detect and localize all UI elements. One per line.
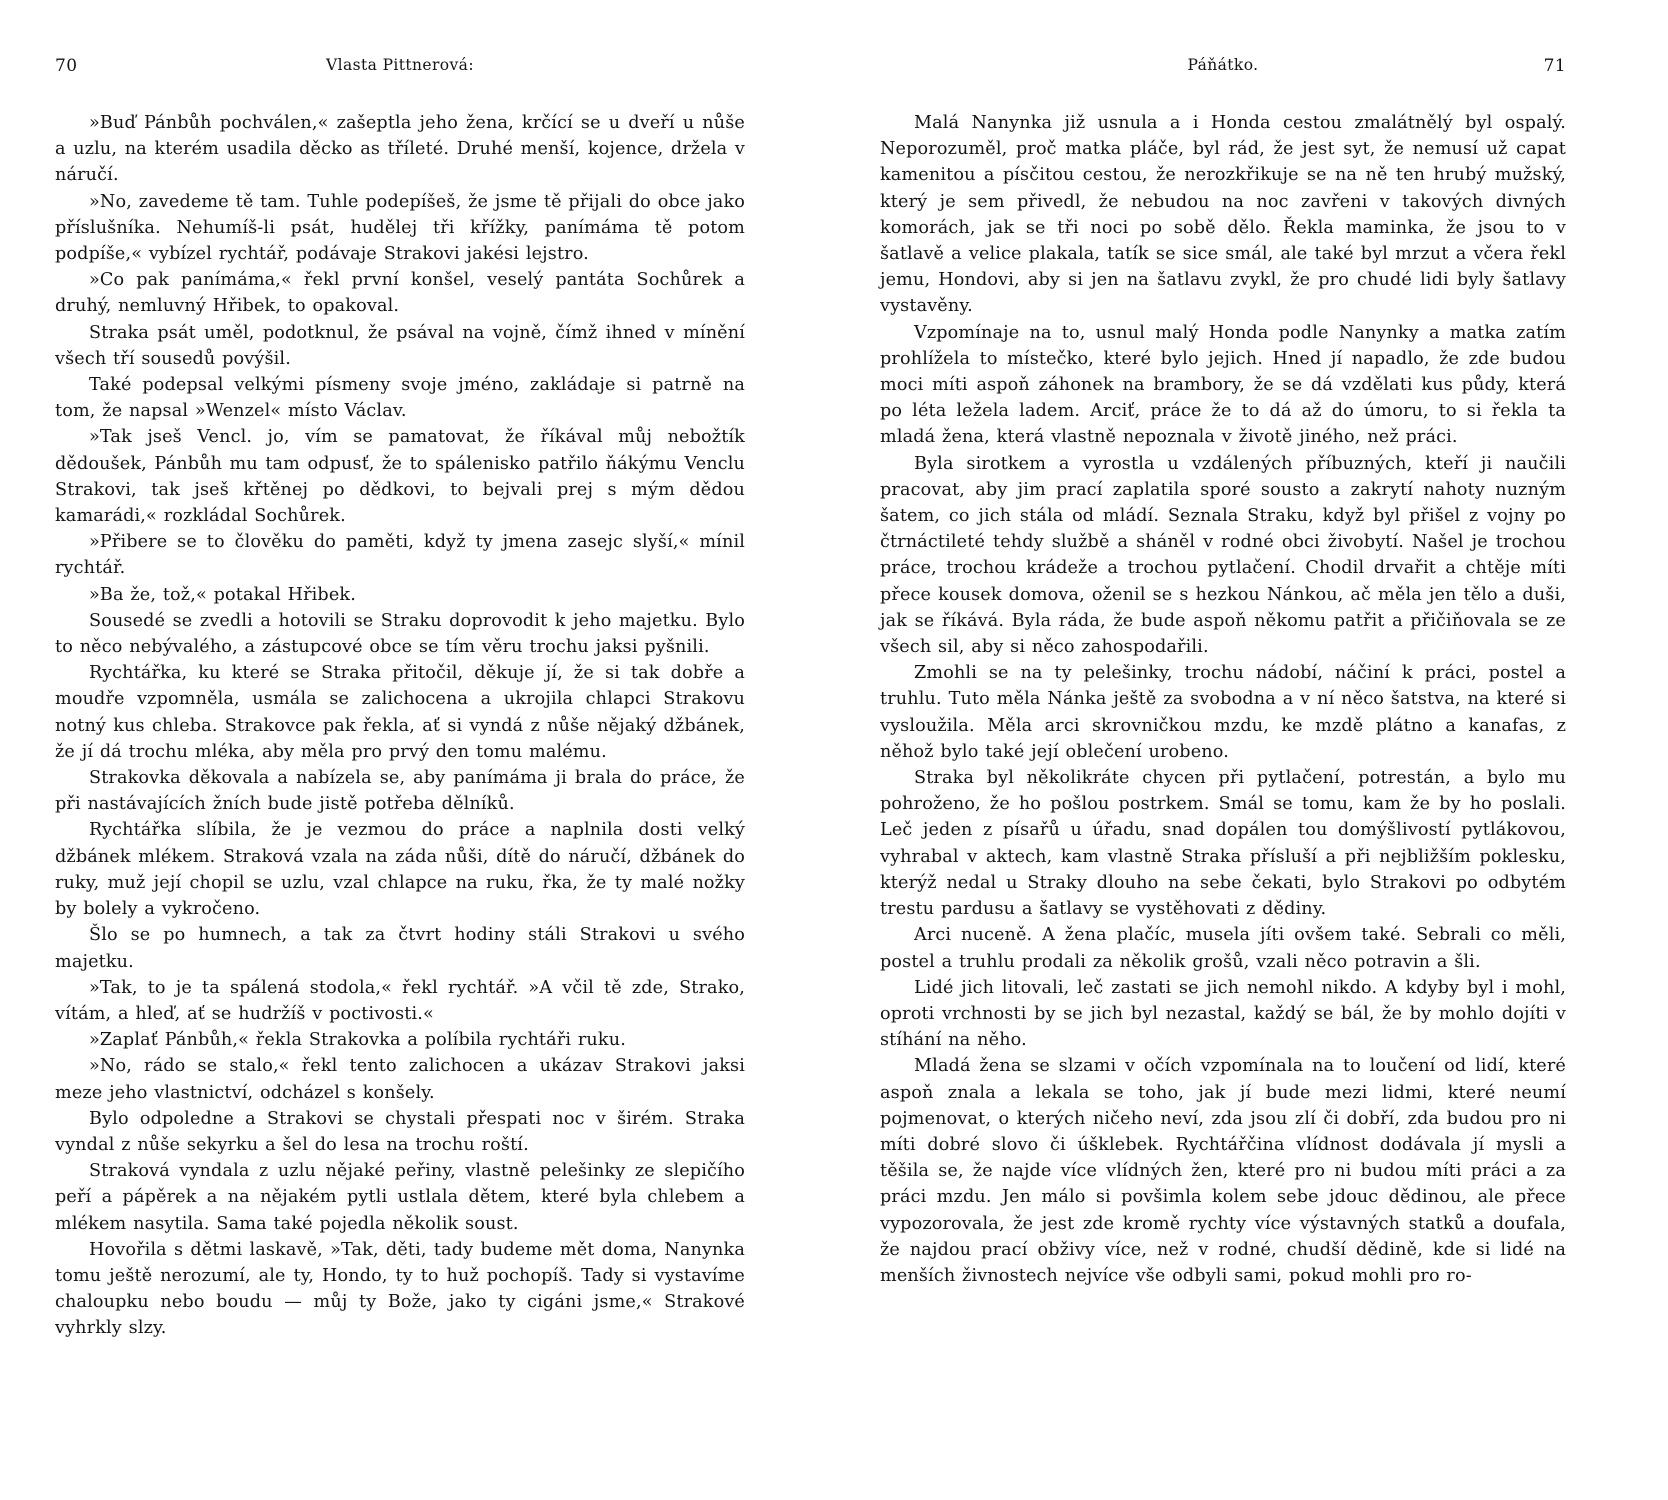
paragraph: »Ba že, tož,« potakal Hřibek.: [89, 584, 356, 605]
page-right: [834, 0, 1668, 1500]
paragraph: »No, rádo se stalo,« řekl tento zalichocen a ukázav Strakovi jaksi meze jeho vlastnictví, odcházel s konšely.: [55, 1056, 745, 1103]
running-head-left: [55, 56, 745, 82]
paragraph: Lidé jich litovali, leč zastati se jich nemohl nikdo. A kdyby byl i mohl, oproti vrchnosti by se jich byl nezastal, každý se bál, že by mohlo dojíti v stíhání na něho.: [880, 977, 1566, 1051]
paragraph: Sousedé se zvedli a hotovili se Straku doprovodit k jeho majetku. Bylo to něco nebývalého, a zástupcové obce se tím věru trochu jaksi pyšnili.: [55, 610, 745, 658]
paragraph: »Přibere se to člověku do paměti, když ty jmena zasejc slyší,« mínil rychtář.: [55, 532, 745, 579]
running-header-author: Vlasta Pittnerová:: [326, 56, 474, 74]
paragraph: »Tak, to je ta spálená stodola,« řekl rychtář. »A včil tě zde, Strako, vítám, a hleď, ať se hudržíš v poctivosti.«: [55, 977, 745, 1024]
paragraph: Bylo odpoledne a Strakovi se chystali přespati noc v širém. Straka vyndal z nůše sekyrku a šel do lesa na trochu roští.: [55, 1108, 745, 1155]
body-text-right: [880, 110, 1566, 1289]
paragraph: Hovořila s dětmi laskavě, »Tak, děti, tady budeme mět doma, Nanynka tomu ještě nerozumí, ale ty, Hondo, ty to huž pochopíš. Tady si vystavíme chaloupku nebo boudu — můj ty Bože, jako ty cigáni jsme,« Strakové vyhrkly slzy.: [55, 1239, 745, 1339]
page-number-left: 70: [55, 56, 78, 76]
paragraph: »No, zavedeme tě tam. Tuhle podepíšeš, že jsme tě přijali do obce jako příslušníka. Nehumíš-li psát, hudělej tři křížky, panímáma tě potom podpíše,« vybízel rychtář, podávaje Strakovi jakési lejstro.: [55, 191, 745, 265]
paragraph: Straka byl několikráte chycen při pytlačení, potrestán, a bylo mu pohroženo, že ho pošlou postrkem. Smál se tomu, kam že by ho poslali. Leč jeden z písařů u úřadu, snad dopálen tou domýšlivostí pytlákovou, vyhrabal v aktech, kam vlastně Straka přísluší a při nejbližším poklesku, kterýž nedal u Straky dlouho na sebe čekati, bylo Strakovi po odbytém trestu pardusu a šatlavy se vystěhovati z dědiny.: [880, 768, 1566, 920]
paragraph: Rychtářka slíbila, že je vezmou do práce a naplnila dosti velký džbánek mlékem. Straková vzala na záda nůši, dítě do náručí, džbánek do ruky, muž její chopil se uzlu, vzal chlapce na ruku, řka, že ty malé nožky by bolely a vykročeno.: [55, 820, 745, 920]
page-left-inner: [55, 56, 745, 1342]
page-right-inner: [880, 56, 1566, 1289]
paragraph: Byla sirotkem a vyrostla u vzdálených příbuzných, kteří ji naučili pracovat, aby jim prací zaplatila sporé sousto a zakrytí nahoty nuzným šatem, co jich stála od mládí. Seznala Straku, když byl přišel z vojny po čtrnáctileté tehdy službě a sháněl v rodné obci živobytí. Našel je trochou práce, trochou krádeže a trochou pytlačení. Chodil drvařit a chtěje míti přece kousek domova, oženil se s hezkou Nánkou, ač měla jen tělo a duši, jak se říkává. Byla ráda, že bude aspoň někomu patřit a přičiňovala se ze všech sil, aby si něco zahospodařili.: [880, 453, 1566, 658]
paragraph: Zmohli se na ty pelešinky, trochu nádobí, náčiní k práci, postel a truhlu. Tuto měla Nánka ještě za svobodna a v ní něco šatstva, na které si vysloužila. Měla arci skrovničkou mzdu, ke mzdě plátno a kanafas, z něhož bylo také její oblečení urobeno.: [880, 663, 1566, 762]
paragraph: Rychtářka, ku které se Straka přitočil, děkuje jí, že si tak dobře a moudře vzpomněla, usmála se zalichocena a ukrojila chlapci Strakovu notný kus chleba. Strakovce pak řekla, ať si vyndá z nůše nějaký džbánek, že jí dá trochu mléka, aby měla pro prvý den tomu malému.: [55, 663, 745, 762]
paragraph: »Zaplať Pánbůh,« řekla Strakovka a políbila rychtáři ruku.: [89, 1030, 626, 1051]
paragraph: Straka psát uměl, podotknul, že psával na vojně, čímž ihned v mínění všech tří sousedů povýšil.: [55, 322, 745, 369]
paragraph: »Co pak panímáma,« řekl první konšel, veselý pantáta Sochůrek a druhý, nemluvný Hřibek, to opakoval.: [55, 270, 745, 317]
paragraph: Také podepsal velkými písmeny svoje jméno, zakládaje si patrně na tom, že napsal »Wenzel« místo Václav.: [55, 375, 745, 422]
paragraph: Straková vyndala z uzlu nějaké peřiny, vlastně pelešinky ze slepičího peří a pápěrek a na nějakém pytli ustlala dětem, které byla chlebem a mlékem nasytila. Sama také pojedla několik soust.: [55, 1161, 745, 1234]
paragraph: Arci nuceně. A žena plačíc, musela jíti ovšem také. Sebrali co měli, postel a truhlu prodali za několik grošů, vzali něco potravin a šli.: [880, 925, 1566, 972]
paragraph: Mladá žena se slzami v očích vzpomínala na to loučení od lidí, které aspoň znala a lekala se toho, jak jí bude mezi lidmi, které neumí pojmenovat, o kterých ničeho neví, zda jsou zlí či dobří, zda budou pro ni míti dobré slovo či úšklebek. Rychtářčina vlídnost dodávala jí mysli a těšila se, že najde více vlídných žen, které pro ni budou míti práci a za práci mzdu. Jen málo si povšimla kolem sebe jdouc dědinou, ale přece vypozorovala, že jest zde kromě rychty více výstavných statků a doufala, že najdou prací obživy více, než v rodné, chudší dědině, kde si lidé na menších živnostech nejvíce vše odbyli sami, pokud mohli pro ro-: [880, 1056, 1566, 1286]
running-head-right: [880, 56, 1566, 82]
paragraph: Vzpomínaje na to, usnul malý Honda podle Nanynky a matka zatím prohlížela to místečko, které bylo jejich. Hned jí napadlo, že zde budou moci míti aspoň záhonek na brambory, že se dá vzdělati kus půdy, která po léta ležela ladem. Arciť, práce že to dá až do úmoru, to si řekla ta mladá žena, která vlastně nepoznala v životě jiného, než práci.: [880, 322, 1566, 448]
paragraph: Strakovka děkovala a nabízela se, aby panímáma ji brala do práce, že při nastávajících žních bude jistě potřeba dělníků.: [55, 768, 745, 815]
body-text-left: [55, 110, 745, 1342]
page-number-right: 71: [1543, 56, 1566, 76]
paragraph: Šlo se po humnech, a tak za čtvrt hodiny stáli Strakovi u svého majetku.: [55, 925, 745, 972]
paragraph: Malá Nanynka již usnula a i Honda cestou zmalátnělý byl ospalý. Neporozuměl, proč matka pláče, byl rád, že jest syt, že nemusí už capat kamenitou a písčitou cestou, že nerozkřikuje se na ně ten hrubý mužský, který je sem přivedl, že nebudou na noc zavřeni v takových divných komorách, jak se tři noci po sobě dělo. Řekla maminka, že jsou to v šatlavě a velice plakala, tatík se sice smál, ale také byl mrzut a včera řekl jemu, Hondovi, aby si jen na šatlavu zvykl, že pro chudé lidi byly šatlavy vystavěny.: [880, 113, 1566, 317]
running-header-chapter: Páňátko.: [1187, 56, 1259, 74]
paragraph: »Tak jseš Vencl. jo, vím se pamatovat, že říkával můj nebožtík dědoušek, Pánbůh mu tam odpusť, že to spálenisko patřilo ňákýmu Venclu Strakovi, tak jseš křtěnej po dědkovi, to bejvali prej s mým dědou kamarádi,« rozkládal Sochůrek.: [55, 427, 745, 527]
paragraph: »Buď Pánbůh pochválen,« zašeptla jeho žena, krčící se u dveří u nůše a uzlu, na kterém usadila děcko as tříleté. Druhé menší, kojence, držela v náručí.: [55, 113, 745, 186]
